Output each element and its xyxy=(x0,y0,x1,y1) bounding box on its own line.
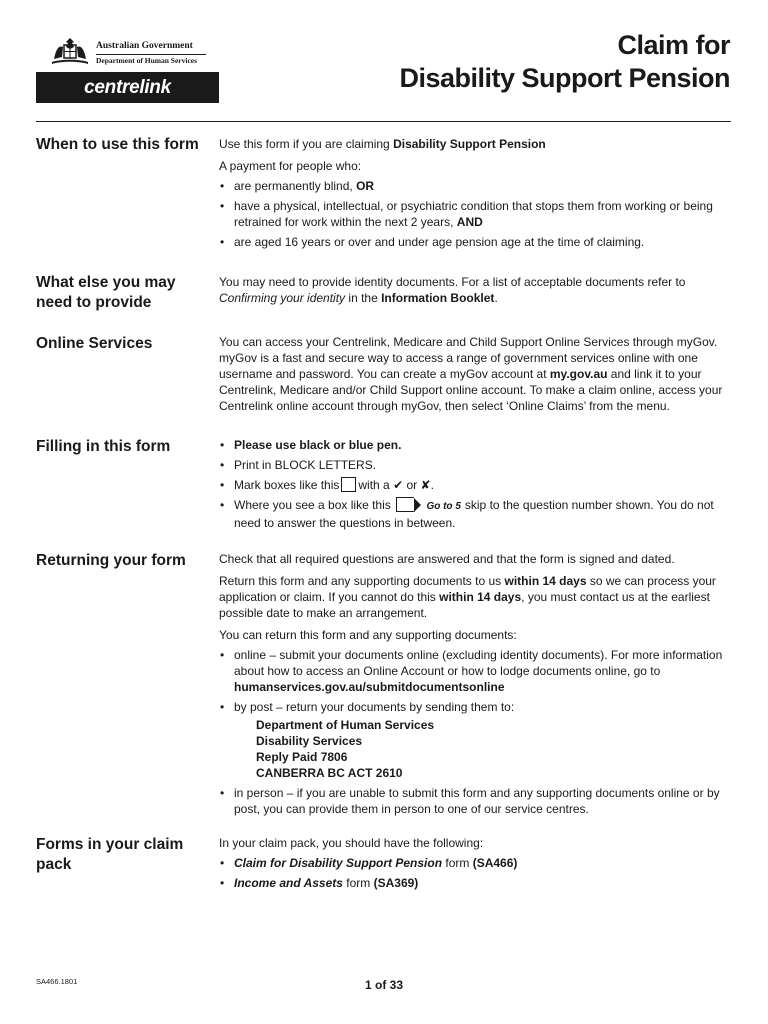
section-body-online: You can access your Centrelink, Medicare and Child Support Online Services through myGov. myGov is a fast and secure way to access a range of government services online with one username and password. You can create a myGov account at my.gov.au and link it to your Centrelink, Medicare and/or Child Support online account. To make a claim online, access your Centrelink online account through myGov, then select ‘Online Claims’ from the menu. xyxy=(219,335,723,413)
form-title-line1: Claim for xyxy=(617,30,730,60)
section-title-when: When to use this form xyxy=(36,136,199,153)
instructions-list xyxy=(219,437,724,531)
section-title-else: What else you may need to provide xyxy=(36,274,176,311)
gov-name: Australian Government xyxy=(96,41,193,51)
section-title-forms: Forms in your claim pack xyxy=(36,836,184,873)
list-item: • have a physical, intellectual, or psychiatric condition that stops them from working or being retrained for work within the next 2 years, AND xyxy=(219,198,724,230)
list-item: • Print in BLOCK LETTERS. xyxy=(219,457,724,473)
tick-icon: ✔ xyxy=(393,478,404,492)
list-item: • are aged 16 years or over and under age pension age at the time of claiming. xyxy=(219,234,724,250)
section-body-returning: Check that all required questions are answered and that the form is signed and dated. Return this form and any supporting documents to us within 14 days so we can process your application or claim. If you cannot do this within 14 days, you must contact us at the earliest possible date to make an arrangement. You can return this form and any supporting documents: • online – submit your documents online (excluding identity documents). For more information about how to access an Online Account or how to lodge documents online, go to humanservices.gov.au/submitdocumentsonline • by post – return your documents by sending them to: Department of Human Services Disability Services Reply Paid 7806 CANBERRA BC ACT 2610 • in person – if you are unable to submit this form and any supporting documents online or by post, you can provide them in person to one of our service centres. xyxy=(219,551,724,821)
list-item: • are permanently blind, OR xyxy=(219,178,724,194)
page-number: 1 of 33 xyxy=(364,978,403,992)
cross-icon: ✘ xyxy=(420,478,431,492)
section-body-else: You may need to provide identity documents. For a list of acceptable documents refer to Confirming your identity in the Information Booklet. xyxy=(219,275,686,305)
list-item: • Where you see a box like this Go to 5 skip to the question number shown. You do not need to answer the questions in between. xyxy=(219,497,724,531)
list-item: • by post – return your documents by sending them to: Department of Human Services Disability Services Reply Paid 7806 CANBERRA BC ACT 2610 xyxy=(219,699,724,781)
section-title-filling: Filling in this form xyxy=(36,438,171,455)
eligibility-list xyxy=(219,178,724,250)
forms-list xyxy=(219,855,724,891)
section-title-online: Online Services xyxy=(36,335,153,352)
return-methods-list xyxy=(219,647,724,817)
brand-banner: centrelink xyxy=(36,72,219,103)
section-body-when: Use this form if you are claiming Disability Support Pension A payment for people who: • are permanently blind, OR • have a physical, intellectual, or psychiatric condition that stops them from working or being retrained for work within the next 2 years, AND • are aged 16 years or over and under age pension age at the time of claiming. xyxy=(219,136,724,254)
list-item: • in person – if you are unable to submit this form and any supporting documents online or by post, you can provide them in person to one of our service centres. xyxy=(219,785,724,817)
coat-of-arms-icon xyxy=(50,35,90,67)
goto-label: Go to 5 xyxy=(426,501,461,512)
empty-checkbox-icon xyxy=(341,477,356,492)
list-item: • Please use black or blue pen. xyxy=(219,437,724,453)
gov-divider xyxy=(96,54,206,55)
section-body-filling xyxy=(219,437,724,535)
section-title-returning: Returning your form xyxy=(36,552,186,569)
postal-address: Department of Human Services Disability Services Reply Paid 7806 CANBERRA BC ACT 2610 xyxy=(256,718,435,780)
list-item: • Income and Assets form (SA369) xyxy=(219,875,724,891)
goto-arrow-icon xyxy=(396,497,421,512)
list-item: • Mark boxes like this with a ✔ or ✘. xyxy=(219,477,724,493)
form-code: SA466.1801 xyxy=(36,977,78,986)
list-item: • online – submit your documents online (excluding identity documents). For more information about how to access an Online Account or how to lodge documents online, go to humanservices.gov.au/submitdocumentsonline xyxy=(219,647,724,695)
section-body-forms: In your claim pack, you should have the following: • Claim for Disability Support Pension form (SA466) • Income and Assets form (SA369) xyxy=(219,835,724,895)
department-name: Department of Human Services xyxy=(96,56,198,65)
header-rule xyxy=(36,121,731,122)
form-title-line2: Disability Support Pension xyxy=(399,63,730,93)
list-item: • Claim for Disability Support Pension form (SA466) xyxy=(219,855,724,871)
